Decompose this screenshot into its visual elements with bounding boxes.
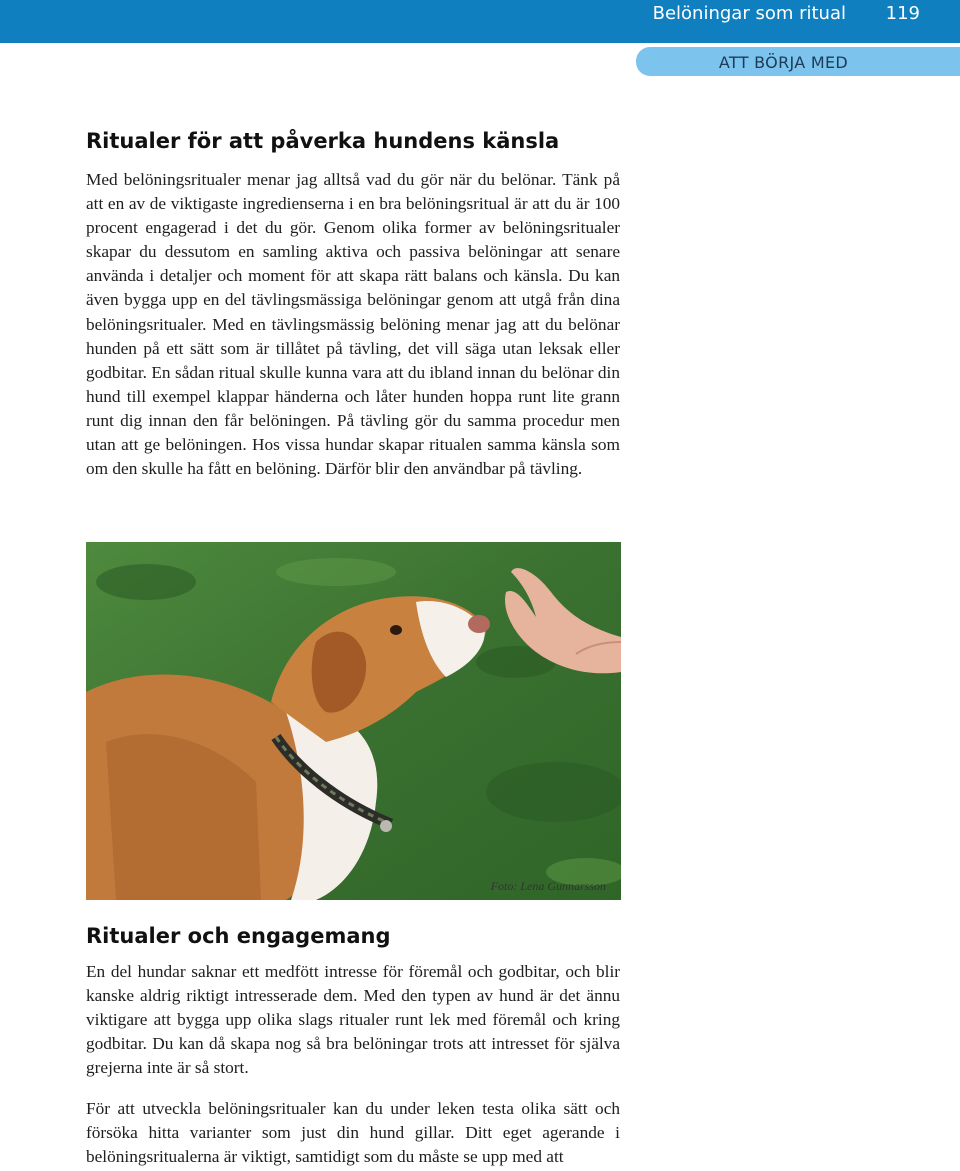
photo-caption: Foto: Lena Gunnarsson bbox=[490, 879, 606, 893]
dog-photo bbox=[86, 542, 621, 900]
body-paragraph: En del hundar saknar ett medfött intresse för föremål och godbitar, och blir kanske aldrig riktigt intresserade dem. Med den typen av hund är det ännu viktigare att bygga upp olika slags ritualer runt lek med föremål och kring godbitar. Du kan då skapa nog så bra belöningar trots att intresset för själva grejerna inte är så stort. bbox=[86, 962, 620, 1078]
section-heading: Ritualer för att påverka hundens känsla bbox=[86, 129, 560, 153]
body-paragraph: Med belöningsritualer menar jag alltså vad du gör när du belönar. Tänk på att en av de viktigaste ingredienserna i en bra belöningsritual är att du är 100 procent engagerad i det du gör. Genom olika former av belöningsritualer skapar du dessutom en samling aktiva och passiva belöningar att senare använda i detaljer och moment för att skapa rätt balans och känsla. Du kan även bygga upp en del tävlingsmässiga belöningar genom att utgå från dina belöningsritualer. Med en tävlingsmässig belöning menar jag att du belönar hunden på ett sätt som är tillåtet på tävling, det vill säga utan leksak eller godbitar. En sådan ritual skulle kunna vara att du ibland innan du belönar din hund till exempel klappar händerna och låter hunden hoppa runt lite grann runt dig innan den får belöningen. På tävling gör du samma procedur men utan att ge belöningen. Hos vissa hundar skapar ritualen samma känsla som om den skulle ha fått en belöning. Därför blir den användbar på tävling. bbox=[86, 170, 620, 479]
header-bar bbox=[0, 0, 960, 43]
section-tab bbox=[636, 47, 960, 76]
section-heading: Ritualer och engagemang bbox=[86, 924, 391, 948]
page-number: 119 bbox=[885, 3, 920, 24]
dog-treat-illustration bbox=[86, 542, 621, 900]
chapter-title: Belöningar som ritual bbox=[652, 3, 846, 24]
body-paragraph: För att utveckla belöningsritualer kan du under leken testa olika sätt och försöka hitta varianter som just din hund gillar. Ditt eget agerande i belöningsritualerna är viktigt, samtidigt som du måste se upp med att bbox=[86, 1099, 620, 1167]
section-label: ATT BÖRJA MED bbox=[718, 53, 848, 72]
